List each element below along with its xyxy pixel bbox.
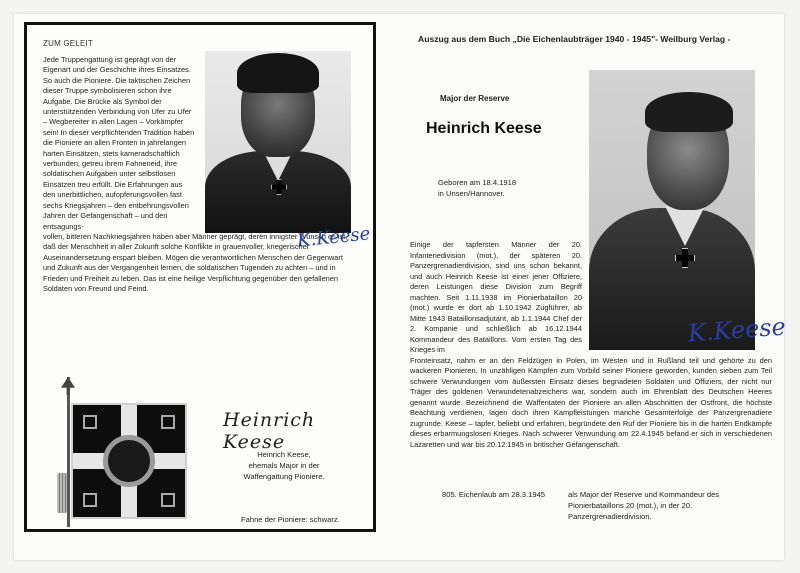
section-heading: ZUM GELEIT (43, 39, 94, 48)
caption-name: Heinrich Keese, (257, 450, 311, 459)
corner-symbol-icon (161, 493, 175, 507)
flag-pole (67, 377, 70, 527)
rank-label: Major der Reserve (440, 94, 510, 103)
award-detail: als Major der Reserve und Kommandeur des Pionierbataillons 20 (mot.), in der 20. Panzergrenadierdivision. (568, 490, 720, 521)
flag-finial-icon (61, 377, 75, 395)
corner-symbol-icon (161, 415, 175, 429)
flag-tassel (57, 473, 67, 513)
signature-caption (229, 449, 339, 482)
intro-text-narrow: Jede Truppengattung ist geprägt von der Eigenart und der Geschichte ihres Einsatzes. So auch die Pioniere. Die taktischen Zeichen dieser Truppe symbolisieren schon ihre Aufgabe. Die Brücke als Symbol der unterstützenden Verbindung von Ufer zu Ufer – Wegbereiter in allen Lagen – Vorkämpfer sein! In dieser verpflichtenden Tradition haben die Pioniere an allen Fronten in jahrelangen harten Einsätzen, stets kameradschaftlich verbunden, getreu ihrem Fahneneid, ihre soldatischen Aufgaben unter selbstlosen Einsätzen treu erfüllt. Die Erfahrungen aus den unerbittlichen, aufopferungsvollen fast sechs Kriegsjahren – den entbehrungsvollen Jahren der Gefangenschaft – und den entsagungs- (43, 55, 195, 231)
intro-text-wide: vollen, bitteren Nachkriegsjahren haben aber Männer geprägt, deren innigster Wunsch es ist, daß der Menschheit in aller Zukunft solche Konflikte in grauenvoller, kriegerischer Auseinandersetzung erspart bleiben. Mögen die verantwortlichen Menschen der Gegenwart und Zukunft aus der Vergangenheit lernen, die soldatischen Tugenden zu achten – und in Frieden und Freiheit zu leben. Das ist eine heilige Verpflichtung gegenüber den gefallenen Soldaten von Freund und Feind. (43, 231, 348, 293)
award-date: 805. Eichenlaub am 28.3.1945 (442, 490, 546, 499)
birth-info (438, 177, 578, 199)
signature-on-photo: K.Keese (687, 312, 787, 348)
person-name: Heinrich Keese (426, 120, 542, 137)
corner-symbol-icon (83, 415, 97, 429)
biography-text-narrow: Einige der tapfersten Männer der 20. Infanteriedivision (mot.), der späteren 20. Panzergrenadierdivision, sind uns schon bekannt, und auch Heinrich Keese ist einer jener Offiziere, deren Leistungen diese Division zum Begriff machten. Seit 1.11.1938 im Pionierbataillon 20 (mot.) wurde er dort ab 1.10.1942 Zugführer, ab Mitte 1943 Bataillonsadjutant, ab 1.1.1944 Chef der 2. Kompanie und schließlich ab 16.12.1944 Kommandeur des Bataillons. Vom ersten Tag des Krieges im (410, 240, 582, 354)
intro-text (43, 55, 363, 294)
birth-date: Geboren am 18.4.1918 (438, 178, 517, 187)
corner-symbol-icon (83, 493, 97, 507)
left-panel (24, 22, 376, 532)
signature-full: Heinrich Keese (223, 409, 316, 453)
hair-shape (645, 92, 733, 132)
flag-caption: Fahne der Pioniere: schwarz. (241, 515, 340, 524)
biography-text-wide: Fronteinsatz, nahm er an den Feldzügen in Polen, im Westen und in Rußland teil und gehörte zu den wackeren Pionieren. In unzähligen Kämpfen zum Vorbild seiner Pioniere geworden, kunden sieben zum Teil schwere Verwundungen vom äußersten Einsatz dieses begnadeten Soldaten und Offiziers, der nicht nur Träger des goldenen Verwundetenabzeichens war, sondern auch im Ehrenblatt des Deutschen Heeres genannt wurde. Bezeichnend die Waffentaten der Pioniere an allen Abschnitten der Ostfront, die höchste Beachtung verdienen, lagen doch ihren Kampfleistungen manche Gesamterfolge der Panzergrenadiere zugrunde. Keese – tapfer, beliebt und erfahren, begründete den Ruf der Pioniere bis in die harten Endkämpfe dieses erbarmungslosen Krieges. Nach schwerer Verwundung am 22.4.1945 befand er sich in verschiedenen Lazaretten und war bis 20.12.1945 in britischer Gefangenschaft. (410, 355, 772, 449)
biography-text (410, 240, 778, 450)
wreath-emblem-icon (103, 435, 155, 487)
flag-cloth (71, 403, 187, 519)
pioneer-flag (57, 377, 207, 527)
signature-on-photo: K.Keese (296, 223, 372, 252)
caption-line: Waffengattung Pioniere. (243, 472, 325, 481)
caption-line: ehemals Major in der (248, 461, 320, 470)
book-heading: Auszug aus dem Buch „Die Eichenlaubträger 1940 - 1945"- Weilburg Verlag - (418, 34, 731, 44)
right-panel (400, 22, 787, 542)
birth-place: in Unsen/Hannover. (438, 189, 505, 198)
